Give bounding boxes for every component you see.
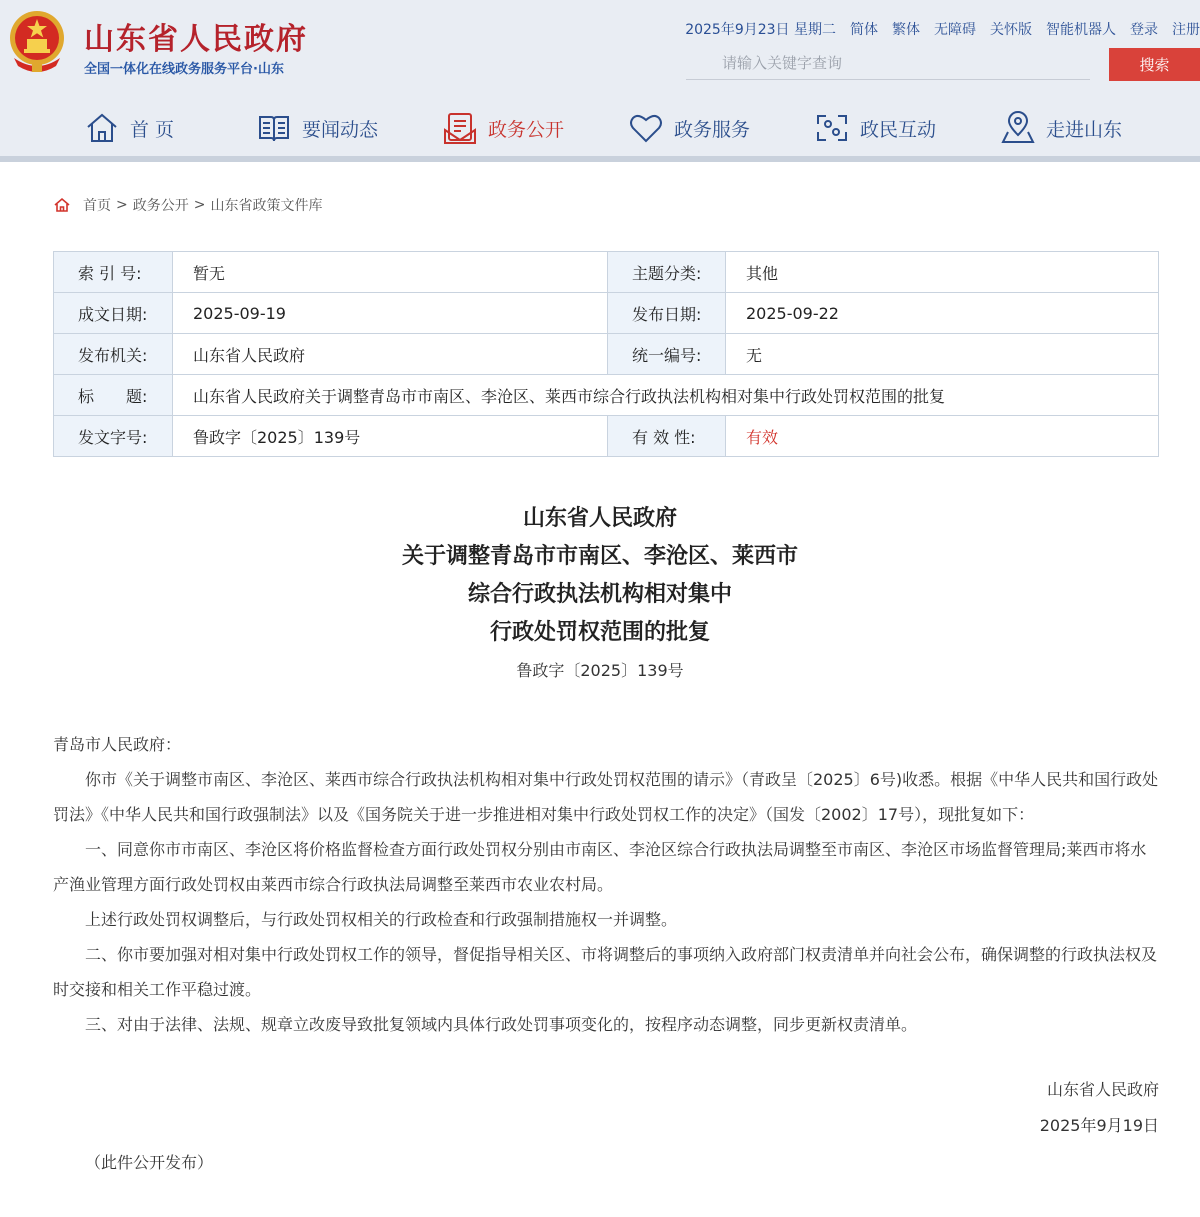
site-header xyxy=(0,0,1200,162)
unified-number-value: 无 xyxy=(726,334,1159,375)
home-icon xyxy=(53,196,71,214)
main-nav xyxy=(0,100,1200,156)
validity-label: 有 效 性: xyxy=(608,416,726,457)
document-title-line: 综合行政执法机构相对集中 xyxy=(467,582,732,607)
document-title-line: 行政处罚权范围的批复 xyxy=(489,620,710,645)
nav-home[interactable] xyxy=(84,108,174,148)
document-number: 鲁政字〔2025〕139号 xyxy=(516,661,684,680)
nav-services-label: 政务服务 xyxy=(674,118,751,141)
nav-gov-affairs-label: 政务公开 xyxy=(488,118,565,141)
book-icon xyxy=(256,110,292,146)
heart-icon xyxy=(628,110,664,146)
body-paragraph: 二、你市要加强对相对集中行政处罚权工作的领导，督促指导相关区、市将调整后的事项纳入政府部门权责清单并向社会公布，确保调整的行政执法权及时交接和相关工作平稳过渡。 xyxy=(53,945,1158,999)
breadcrumb-separator: > xyxy=(193,197,206,213)
topic-label: 主题分类: xyxy=(608,252,726,293)
accessibility-link[interactable]: 无障碍 xyxy=(934,22,976,38)
salutation: 青岛市人民政府： xyxy=(53,735,182,754)
index-number-label: 索 引 号: xyxy=(54,252,173,293)
published-date-label: 发布日期: xyxy=(608,293,726,334)
table-row xyxy=(54,252,1159,293)
document-title-line: 山东省人民政府 xyxy=(522,506,677,531)
document-title xyxy=(0,500,1200,652)
breadcrumb xyxy=(53,195,322,215)
publication-note: （此件公开发布） xyxy=(85,1153,214,1172)
current-date: 2025年9月23日 星期二 xyxy=(685,22,836,38)
title-value: 山东省人民政府关于调整青岛市市南区、李沧区、莱西市综合行政执法机构相对集中行政处罚权范围的批复 xyxy=(173,375,1159,416)
doc-number-value: 鲁政字〔2025〕139号 xyxy=(173,416,608,457)
interaction-icon xyxy=(814,110,850,146)
breadcrumb-separator: > xyxy=(116,197,128,213)
smart-robot-link[interactable]: 智能机器人 xyxy=(1046,22,1116,38)
body-paragraph: 上述行政处罚权调整后，与行政处罚权相关的行政检查和行政强制措施权一并调整。 xyxy=(85,910,678,929)
index-number-value: 暂无 xyxy=(173,252,608,293)
search-button[interactable]: 搜索 xyxy=(1109,48,1200,81)
nav-news-label: 要闻动态 xyxy=(302,118,379,141)
search-input[interactable] xyxy=(686,46,1090,79)
topic-value: 其他 xyxy=(726,252,1159,293)
signature-organization: 山东省人民政府 xyxy=(1046,1080,1159,1099)
register-link[interactable]: 注册 xyxy=(1172,22,1200,38)
issuer-label: 发布机关: xyxy=(54,334,173,375)
title-label: 标 题: xyxy=(54,375,173,416)
site-subtitle: 全国一体化在线政务服务平台·山东 xyxy=(84,62,284,77)
site-title[interactable]: 山东省人民政府 xyxy=(84,22,308,57)
doc-number-label: 发文字号: xyxy=(54,416,173,457)
breadcrumb-policy-library[interactable]: 山东省政策文件库 xyxy=(210,198,323,214)
elder-mode-link[interactable]: 关怀版 xyxy=(990,22,1032,38)
map-pin-icon xyxy=(1000,110,1036,146)
table-row xyxy=(54,334,1159,375)
nav-shandong[interactable] xyxy=(1000,108,1122,148)
nav-news[interactable] xyxy=(256,108,378,148)
unified-number-label: 统一编号: xyxy=(608,334,726,375)
national-emblem-icon xyxy=(6,8,68,74)
signature-date: 2025年9月19日 xyxy=(1039,1116,1159,1135)
created-date-label: 成文日期: xyxy=(54,293,173,334)
validity-value: 有效 xyxy=(726,416,1159,457)
table-row xyxy=(54,293,1159,334)
body-paragraph: 三、对由于法律、法规、规章立改废导致批复领域内具体行政处罚事项变化的，按程序动态调整，同步更新权责清单。 xyxy=(85,1015,918,1034)
published-date-value: 2025-09-22 xyxy=(726,293,1159,334)
nav-services[interactable] xyxy=(628,108,750,148)
table-row xyxy=(54,375,1159,416)
issuer-value: 山东省人民政府 xyxy=(173,334,608,375)
document-info-table xyxy=(53,251,1159,457)
table-row xyxy=(54,416,1159,457)
simplified-chinese-link[interactable]: 简体 xyxy=(850,22,878,38)
top-links xyxy=(685,19,1200,39)
document-title-line: 关于调整青岛市市南区、李沧区、莱西市 xyxy=(401,544,798,569)
nav-shandong-label: 走进山东 xyxy=(1046,118,1123,141)
nav-interaction-label: 政民互动 xyxy=(860,118,937,141)
body-paragraph: 你市《关于调整市南区、李沧区、莱西市综合行政执法机构相对集中行政处罚权范围的请示》（青政呈〔2025〕6号)收悉。根据《中华人民共和国行政处罚法》《中华人民共和国行政强制法》以及《国务院关于进一步推进相对集中行政处罚权工作的决定》（国发〔2002〕17号），现批复如下： xyxy=(53,770,1159,824)
document-body xyxy=(53,727,1159,1042)
traditional-chinese-link[interactable]: 繁体 xyxy=(892,22,920,38)
breadcrumb-gov-affairs[interactable]: 政务公开 xyxy=(132,198,189,214)
breadcrumb-home[interactable]: 首页 xyxy=(83,198,111,214)
body-paragraph: 一、同意你市市南区、李沧区将价格监督检查方面行政处罚权分别由市南区、李沧区综合行政执法局调整至市南区、李沧区市场监督管理局;莱西市将水产渔业管理方面行政处罚权由莱西市综合行政执法局调整至莱西市农业农村局。 xyxy=(53,840,1147,894)
nav-home-label: 首 页 xyxy=(130,118,175,141)
search-box xyxy=(686,46,1090,80)
login-link[interactable]: 登录 xyxy=(1130,22,1158,38)
home-icon xyxy=(84,110,120,146)
created-date-value: 2025-09-19 xyxy=(173,293,608,334)
document-icon xyxy=(442,110,478,146)
nav-gov-affairs[interactable] xyxy=(442,108,564,148)
nav-interaction[interactable] xyxy=(814,108,936,148)
